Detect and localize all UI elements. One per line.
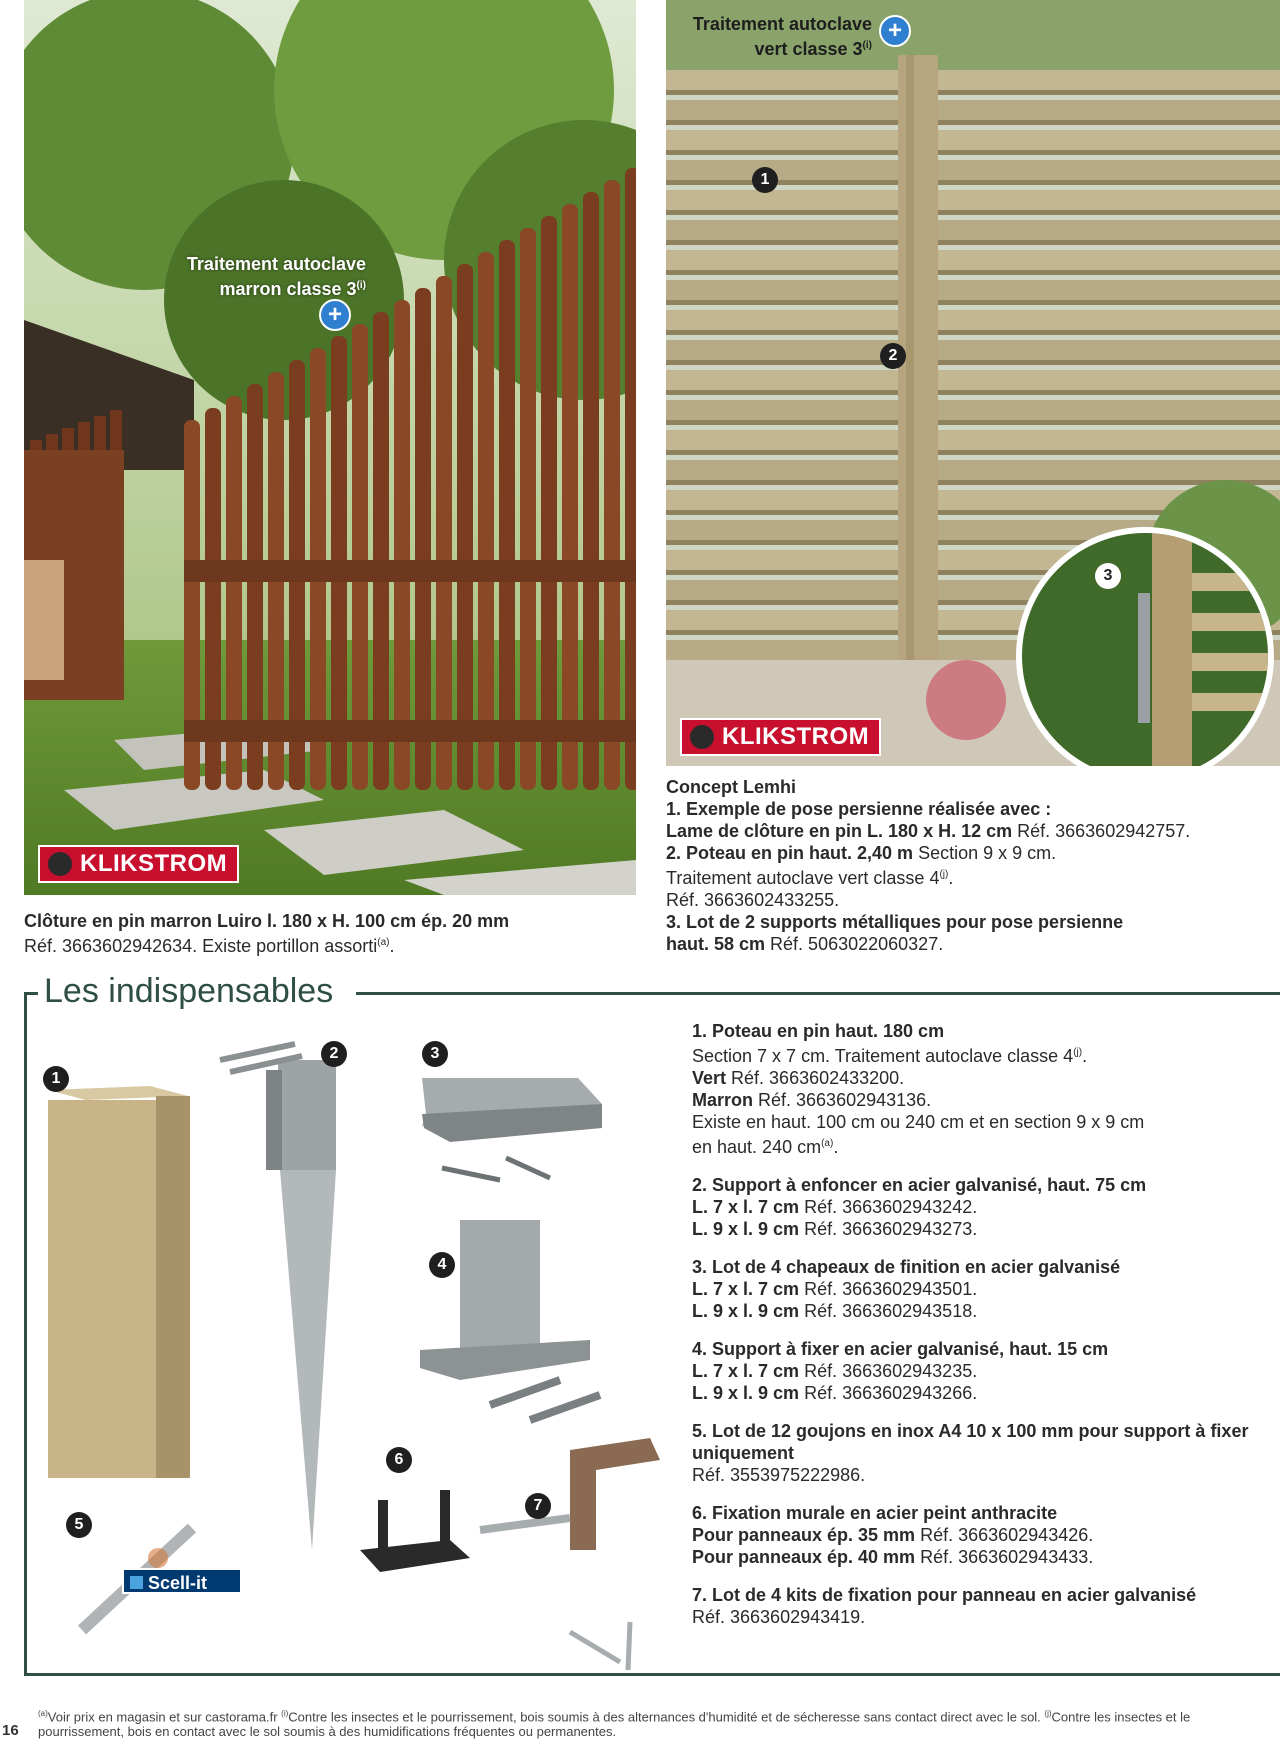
fence-slat-shadow [666,420,1280,425]
spec-line [692,1133,1252,1158]
spec-text: Réf. 3663602943136. [753,1090,932,1110]
spec-sup: (a) [821,1138,834,1149]
spec-text: Réf. 3663602943273. [799,1219,978,1239]
product-marker-2: 2 [321,1041,347,1067]
spec-line [692,1546,1252,1568]
spec-line [692,1196,1252,1218]
caption-title [24,910,624,932]
spec-line [692,1464,1252,1486]
spec-text: Réf. 3663602943501. [799,1279,978,1299]
fence-slat-shadow [666,450,1280,455]
fence-slat-shadow [666,360,1280,365]
spec-bold: L. 7 x l. 7 cm [692,1279,800,1299]
spec-text: Existe en haut. 100 cm ou 240 cm et en section 9 x 9 cm [692,1112,1145,1132]
plus-icon[interactable]: + [879,15,911,47]
spec-item [692,1502,1252,1568]
post-ref: Réf. 3663602433255. [666,890,840,910]
spec-line [692,1067,1252,1089]
fence-slat-shadow [666,150,1280,155]
spec-bold: Vert [692,1068,727,1088]
page-number: 16 [2,1722,19,1739]
spec-text: Réf. 3663602433200. [726,1068,905,1088]
inset-post [1152,533,1192,766]
footnote-sup: (a) [38,1709,48,1718]
post-treatment: Traitement autoclave vert classe 4 [666,868,940,888]
fence-picket [625,168,636,790]
callout-line-1: Traitement autoclave [692,14,872,34]
product-marker-3: 3 [422,1041,448,1067]
fence-picket [604,180,620,790]
section-title: Les indispensables [44,972,334,1010]
plus-icon[interactable]: + [319,299,351,331]
spec-line [692,1111,1252,1133]
spec-line [692,1382,1252,1404]
marker-2: 2 [880,343,906,369]
treatment-callout-green [666,14,872,60]
footnote [38,1706,1278,1739]
caption-left [24,910,624,957]
caption-end: . [948,868,954,888]
callout-line-2: marron classe 3 [219,279,357,299]
caption-title-text: Clôture en pin marron Luiro l. 180 x H. 100 cm ép. 20 mm [24,911,510,931]
spec-bold: L. 7 x l. 7 cm [692,1361,800,1381]
post-spec: 2. Poteau en pin haut. 2,40 m [666,843,914,863]
spec-title: 7. Lot de 4 kits de fixation pour panneau en acier galvanisé [692,1585,1197,1605]
caption-ref [24,932,624,957]
spec-bold: L. 9 x l. 9 cm [692,1219,800,1239]
spec-title: 5. Lot de 12 goujons en inox A4 10 x 100 mm pour support à fixer uniquement [692,1421,1249,1463]
callout-sup: (i) [862,40,872,51]
spec-title: 3. Lot de 4 chapeaux de finition en acier galvanisé [692,1257,1121,1277]
fence-picket [478,252,494,790]
treatment-callout-brown [104,254,366,300]
fence-slat-shadow [666,90,1280,95]
fence-slat-shadow [666,120,1280,125]
fence-picket [499,240,515,790]
spec-line [692,1218,1252,1240]
spec-bold: L. 9 x l. 9 cm [692,1301,800,1321]
marker-3: 3 [1095,563,1121,589]
brackets-height: haut. 58 cm [666,934,766,954]
spec-text: Réf. 3663602943426. [915,1525,1094,1545]
fence-picket [541,216,557,790]
spec-line [692,1278,1252,1300]
callout-line-1: Traitement autoclave [186,254,366,274]
brand-name: KLIKSTROM [722,723,870,750]
spec-item [692,1174,1252,1240]
fence-picket [415,288,431,790]
klikstrom-logo-left [38,845,239,883]
fence-picket [373,312,389,790]
spec-title: 1. Poteau en pin haut. 180 cm [692,1021,945,1041]
fence-picket [457,264,473,790]
spec-line [692,1524,1252,1546]
fence-picket [520,228,536,790]
inset-slat [1192,653,1274,671]
inset-slat [1192,573,1274,591]
slat-spec: Lame de clôture en pin L. 180 x H. 12 cm [666,821,1013,841]
marker-1: 1 [752,167,778,193]
spec-text: Réf. 3663602943242. [799,1197,978,1217]
footnote-j: Contre les insectes et le pourrissement, bois en contact avec le sol soumis à des humidifications fréquentes ou permanentes. [38,1709,1191,1740]
spec-line [692,1042,1252,1067]
brackets-spec: 3. Lot de 2 supports métalliques pour pose persienne [666,912,1124,932]
fence-slat-shadow [666,330,1280,335]
spec-bold: Pour panneaux ép. 40 mm [692,1547,916,1567]
fence-slat-shadow [666,480,1280,485]
product-marker-6: 6 [386,1447,412,1473]
spec-bold: Marron [692,1090,754,1110]
spec-bold: Pour panneaux ép. 35 mm [692,1525,916,1545]
slat-ref: Réf. 3663602942757. [1012,821,1191,841]
caption-right [666,776,1276,955]
photo-louvre-fence [666,0,1280,766]
fence-picket [562,204,578,790]
footnote-a: Voir prix en magasin et sur castorama.fr [47,1709,282,1725]
example-title: 1. Exemple de pose persienne réalisée avec : [666,799,1052,819]
klikstrom-logo-right [680,718,881,756]
spec-item [692,1020,1252,1158]
caption-sup: (a) [377,937,390,948]
caption-sup: (j) [939,869,949,880]
fence-slat-shadow [666,390,1280,395]
caption-end: . [389,936,395,956]
footnote-sup: (j) [1044,1709,1052,1718]
spec-text: Réf. 3663602943235. [799,1361,978,1381]
spec-text: Réf. 3663602943433. [915,1547,1094,1567]
fence-illustration [24,0,636,895]
footnote-sup: (i) [281,1709,289,1718]
spec-text: en haut. 240 cm [692,1137,822,1157]
product-specs [692,1020,1252,1644]
concept-name: Concept Lemhi [666,777,797,797]
spec-title: 2. Support à enfoncer en acier galvanisé, haut. 75 cm [692,1175,1147,1195]
spec-title: 4. Support à fixer en acier galvanisé, haut. 15 cm [692,1339,1109,1359]
spec-line [692,1606,1252,1628]
fence-slat-shadow [666,210,1280,215]
spec-line [692,1089,1252,1111]
klikstrom-tree-icon [48,852,72,876]
spec-line [692,1300,1252,1322]
spec-item [692,1256,1252,1322]
fence-picket [583,192,599,790]
spec-sup: (j) [1073,1047,1083,1058]
spec-end: . [1082,1046,1088,1066]
spec-bold: L. 9 x l. 9 cm [692,1383,800,1403]
brackets-ref: Réf. 5063022060327. [765,934,944,954]
inset-bracket [1138,593,1150,723]
fence-slat-shadow [666,270,1280,275]
spec-title: 6. Fixation murale en acier peint anthracite [692,1503,1058,1523]
spec-item [692,1584,1252,1628]
callout-line-2: vert classe 3 [754,39,863,59]
spec-end: . [833,1137,839,1157]
fence-slat-shadow [666,300,1280,305]
caption-ref-text: Réf. 3663602942634. Existe portillon assorti [24,936,378,956]
fence-slat-shadow [666,240,1280,245]
product-marker-1: 1 [43,1066,69,1092]
spec-text: Section 7 x 7 cm. Traitement autoclave classe 4 [692,1046,1074,1066]
spec-text: Réf. 3663602943419. [692,1607,866,1627]
spec-text: Réf. 3553975222986. [692,1465,866,1485]
footnote-i: Contre les insectes et le pourrissement, bois soumis à des alternances d'humidité et de sécheresse sans contact direct avec le sol. [288,1709,1045,1725]
klikstrom-tree-icon [690,725,714,749]
spec-bold: L. 7 x l. 7 cm [692,1197,800,1217]
scellit-logo: Scell-it [122,1568,242,1594]
fence-picket [436,276,452,790]
callout-sup: (i) [356,280,366,291]
product-marker-7: 7 [525,1493,551,1519]
inset-slat [1192,693,1274,711]
spec-line [692,1360,1252,1382]
fence-picket [394,300,410,790]
product-marker-4: 4 [429,1252,455,1278]
post-section: Section 9 x 9 cm. [913,843,1057,863]
product-marker-5: 5 [66,1512,92,1538]
photo-brown-picket-fence [24,0,636,895]
brand-name: KLIKSTROM [80,850,228,877]
spec-text: Réf. 3663602943518. [799,1301,978,1321]
inset-slat [1192,613,1274,631]
spec-text: Réf. 3663602943266. [799,1383,978,1403]
spec-item [692,1420,1252,1486]
spec-item [692,1338,1252,1404]
